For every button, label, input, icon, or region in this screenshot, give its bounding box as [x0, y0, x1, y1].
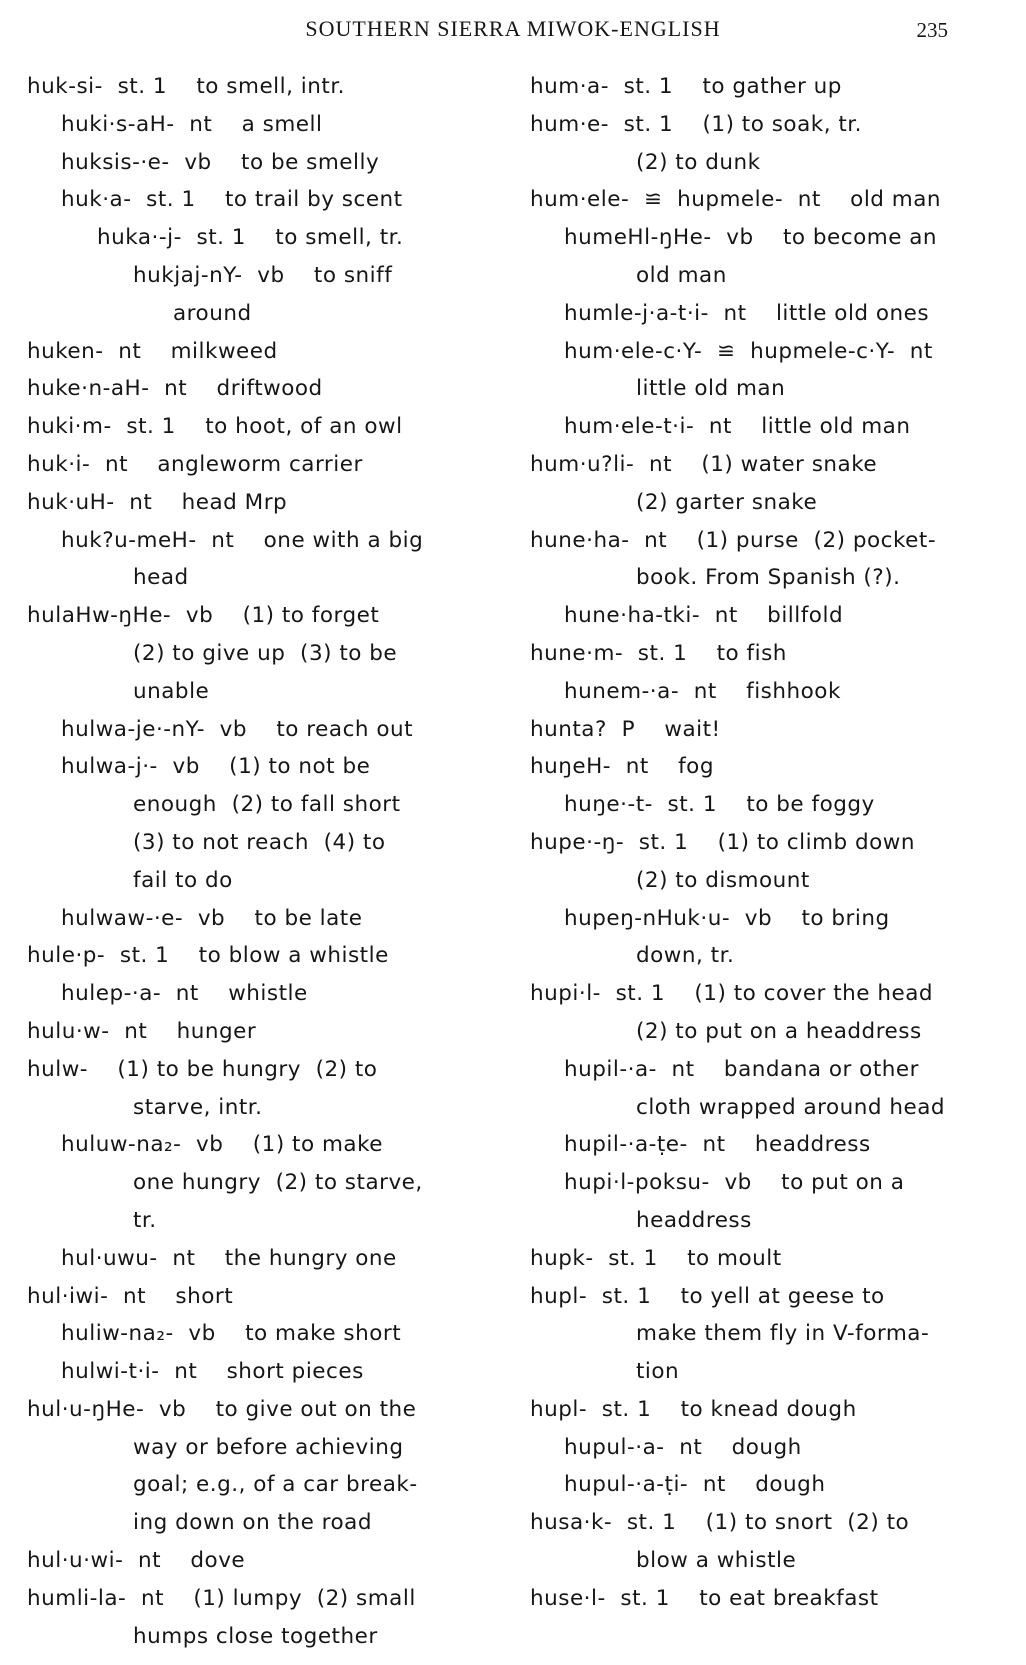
dictionary-line: huk?u-meH- nt one with a big	[61, 527, 424, 553]
dictionary-line: hulwaw-·e- vb to be late	[61, 905, 363, 931]
dictionary-line: hupil-·a-ṭe- nt headdress	[564, 1132, 871, 1158]
dictionary-line: old man	[636, 262, 727, 288]
dictionary-line: huk·a- st. 1 to trail by scent	[61, 187, 403, 213]
dictionary-line: (3) to not reach (4) to	[133, 829, 386, 855]
dictionary-line: hul·u·wi- nt dove	[27, 1548, 246, 1574]
dictionary-line: huluw-na₂- vb (1) to make	[61, 1132, 383, 1158]
dictionary-line: huken- nt milkweed	[27, 338, 278, 364]
dictionary-line: hupi·l- st. 1 (1) to cover the head	[530, 981, 934, 1007]
dictionary-line: hupl- st. 1 to yell at geese to	[530, 1283, 885, 1309]
dictionary-line: hum·e- st. 1 (1) to soak, tr.	[530, 111, 862, 137]
dictionary-line: hule·p- st. 1 to blow a whistle	[27, 943, 389, 969]
dictionary-line: hul·iwi- nt short	[27, 1283, 234, 1309]
dictionary-line: one hungry (2) to starve,	[133, 1170, 423, 1196]
dictionary-line: down, tr.	[636, 943, 735, 969]
dictionary-line: huksis-·e- vb to be smelly	[61, 149, 380, 175]
dictionary-line: hupe·-ŋ- st. 1 (1) to climb down	[530, 829, 916, 855]
dictionary-line: hukjaj-nY- vb to sniff	[133, 262, 393, 288]
dictionary-line: hul·u-ŋHe- vb to give out on the	[27, 1396, 417, 1422]
dictionary-line: huŋe·-t- st. 1 to be foggy	[564, 792, 875, 818]
dictionary-line: hupl- st. 1 to knead dough	[530, 1396, 857, 1422]
dictionary-line: humeHl-ŋHe- vb to become an	[564, 225, 938, 251]
dictionary-line: unable	[133, 678, 210, 704]
dictionary-line: tion	[636, 1359, 680, 1385]
dictionary-line: ing down on the road	[133, 1510, 373, 1536]
page-number: 235	[916, 18, 948, 42]
dictionary-line: huka·-j- st. 1 to smell, tr.	[97, 225, 404, 251]
dictionary-line: around	[173, 300, 252, 326]
dictionary-line: cloth wrapped around head	[636, 1094, 946, 1120]
dictionary-line: humli-la- nt (1) lumpy (2) small	[27, 1585, 416, 1611]
dictionary-line: hupeŋ-nHuk·u- vb to bring	[564, 905, 890, 931]
dictionary-line: book. From Spanish (?).	[636, 565, 901, 591]
dictionary-line: starve, intr.	[133, 1094, 263, 1120]
dictionary-line: huse·l- st. 1 to eat breakfast	[530, 1585, 879, 1611]
dictionary-line: little old man	[636, 376, 786, 402]
dictionary-line: hupul-·a-ṭi- nt dough	[564, 1472, 826, 1498]
right-column	[530, 68, 1010, 1618]
dictionary-line: (2) to dismount	[636, 867, 810, 893]
dictionary-line: (2) to give up (3) to be	[133, 640, 398, 666]
dictionary-line: hulwa-je·-nY- vb to reach out	[61, 716, 414, 742]
dictionary-line: hupil-·a- nt bandana or other	[564, 1056, 919, 1082]
dictionary-line: hulaHw-ŋHe- vb (1) to forget	[27, 603, 380, 629]
dictionary-line: huki·m- st. 1 to hoot, of an owl	[27, 414, 403, 440]
left-column	[27, 68, 497, 1655]
dictionary-line: headdress	[636, 1207, 752, 1233]
dictionary-line: enough (2) to fall short	[133, 792, 401, 818]
dictionary-line: hulu·w- nt hunger	[27, 1018, 257, 1044]
dictionary-line: hune·ha-tki- nt billfold	[564, 603, 844, 629]
dictionary-line: humle-j·a-t·i- nt little old ones	[564, 300, 930, 326]
dictionary-line: hulwi-t·i- nt short pieces	[61, 1359, 364, 1385]
dictionary-line: huŋeH- nt fog	[530, 754, 714, 780]
dictionary-line: (2) garter snake	[636, 489, 818, 515]
dictionary-line: way or before achieving	[133, 1434, 404, 1460]
dictionary-line: hum·ele-t·i- nt little old man	[564, 414, 911, 440]
dictionary-line: hune·ha- nt (1) purse (2) pocket-	[530, 527, 937, 553]
dictionary-line: hunta? P wait!	[530, 716, 721, 742]
dictionary-line: humps close together	[133, 1623, 378, 1649]
dictionary-line: huk·uH- nt head Mrp	[27, 489, 288, 515]
dictionary-line: hulw- (1) to be hungry (2) to	[27, 1056, 378, 1082]
dictionary-line: hum·u?li- nt (1) water snake	[530, 451, 878, 477]
dictionary-line: hune·m- st. 1 to fish	[530, 640, 787, 666]
dictionary-line: hupul-·a- nt dough	[564, 1434, 802, 1460]
dictionary-line: hum·a- st. 1 to gather up	[530, 74, 842, 99]
dictionary-line: tr.	[133, 1207, 157, 1233]
dictionary-line: huk-si- st. 1 to smell, intr.	[27, 74, 346, 99]
dictionary-line: hum·ele-c·Y- ≌ hupmele-c·Y- nt	[564, 338, 933, 364]
dictionary-line: (2) to dunk	[636, 149, 761, 175]
dictionary-line: hul·uwu- nt the hungry one	[61, 1245, 397, 1271]
dictionary-line: hupi·l-poksu- vb to put on a	[564, 1170, 905, 1196]
page-title: SOUTHERN SIERRA MIWOK-ENGLISH	[305, 16, 721, 41]
dictionary-line: goal; e.g., of a car break-	[133, 1472, 418, 1498]
dictionary-line: make them fly in V-forma-	[636, 1321, 930, 1347]
dictionary-line: hulwa-j·- vb (1) to not be	[61, 754, 371, 780]
dictionary-line: hunem-·a- nt fishhook	[564, 678, 841, 704]
dictionary-line: hupk- st. 1 to moult	[530, 1245, 782, 1271]
dictionary-line: huliw-na₂- vb to make short	[61, 1321, 402, 1347]
dictionary-line: hulep-·a- nt whistle	[61, 981, 308, 1007]
dictionary-line: huke·n-aH- nt driftwood	[27, 376, 323, 402]
dictionary-line: huk·i- nt angleworm carrier	[27, 451, 363, 477]
dictionary-line: (2) to put on a headdress	[636, 1018, 922, 1044]
dictionary-line: huki·s-aH- nt a smell	[61, 111, 323, 137]
dictionary-line: hum·ele- ≌ hupmele- nt old man	[530, 187, 942, 213]
dictionary-line: husa·k- st. 1 (1) to snort (2) to	[530, 1510, 910, 1536]
dictionary-line: blow a whistle	[636, 1548, 797, 1574]
dictionary-line: fail to do	[133, 867, 233, 893]
dictionary-line: head	[133, 565, 189, 591]
